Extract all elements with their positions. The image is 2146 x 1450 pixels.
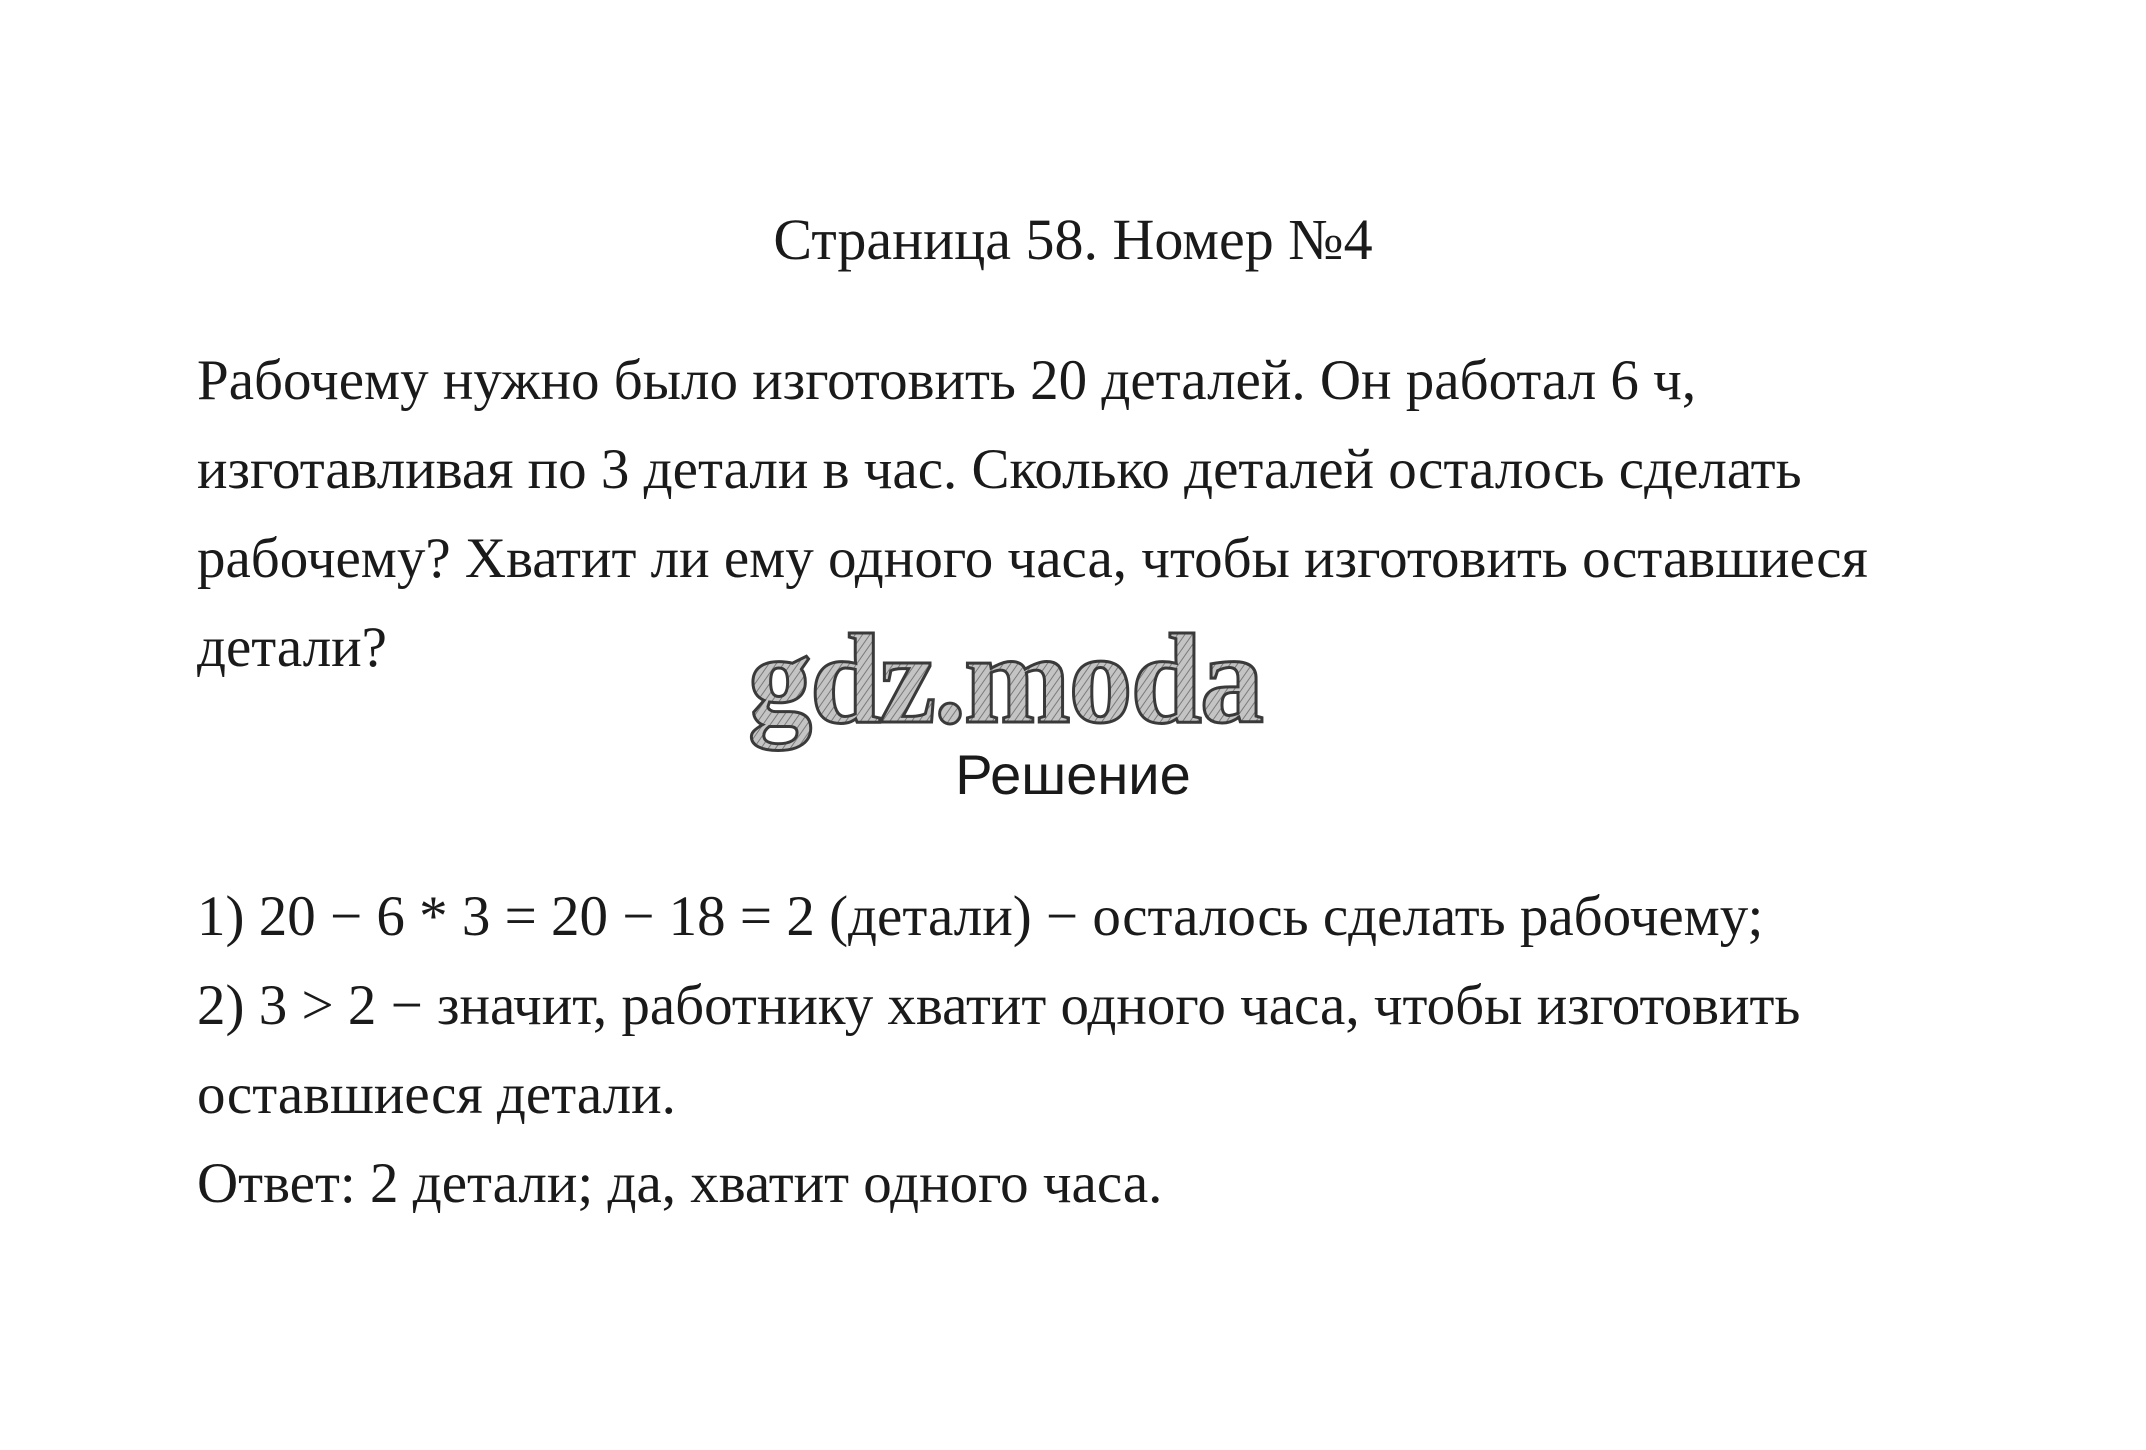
solution-line-2: 2) 3 > 2 − значит, работнику хватит одного часа, чтобы изготовить xyxy=(197,974,1801,1037)
solution-text xyxy=(197,872,1997,1228)
page-title: Страница 58. Номер №4 xyxy=(773,207,1373,272)
watermark-logo xyxy=(740,610,1360,760)
solution-heading: Решение xyxy=(955,743,1191,806)
problem-line-1: Рабочему нужно было изготовить 20 деталей. Он работал 6 ч, xyxy=(197,349,1697,412)
problem-line-4: детали? xyxy=(197,616,387,679)
svg-text:gdz.moda: gdz.moda xyxy=(748,610,1262,750)
problem-line-3: рабочему? Хватит ли ему одного часа, чтобы изготовить оставшиеся xyxy=(197,527,1868,590)
solution-line-3: оставшиеся детали. xyxy=(197,1063,676,1126)
answer-line: Ответ: 2 детали; да, хватит одного часа. xyxy=(197,1152,1163,1215)
problem-line-2: изготавливая по 3 детали в час. Сколько деталей осталось сделать xyxy=(197,438,1802,501)
solution-line-1: 1) 20 − 6 * 3 = 20 − 18 = 2 (детали) − осталось сделать рабочему; xyxy=(197,885,1764,948)
